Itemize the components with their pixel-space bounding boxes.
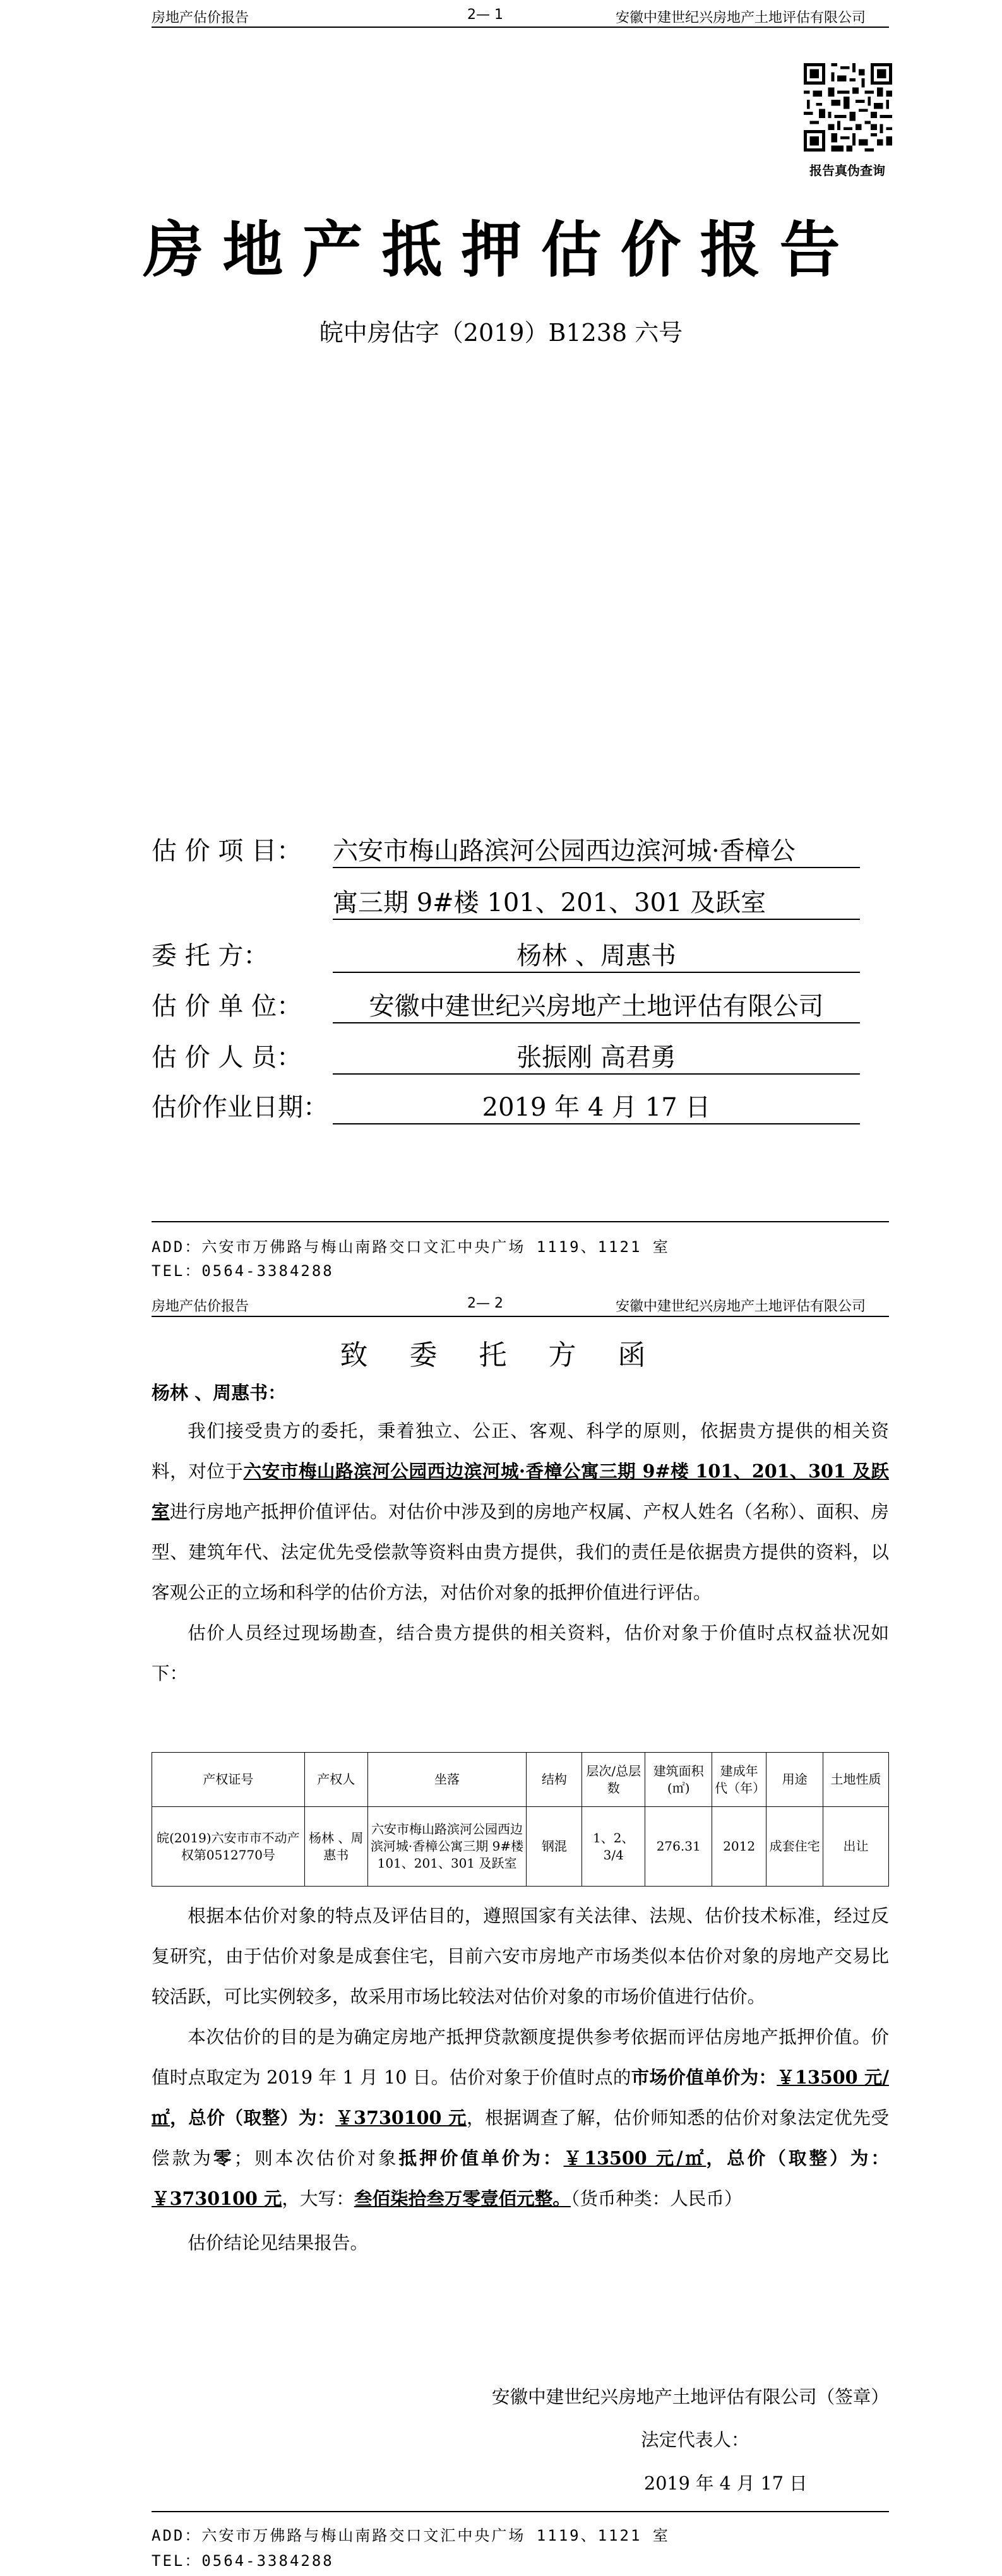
signature-date: 2019 年 4 月 17 日 — [644, 2472, 808, 2494]
market-unit-price: ￥13500 元/㎡ — [152, 2066, 889, 2128]
page1-header-left: 房地产估价报告 — [152, 10, 249, 26]
page1-footer-tel: TEL：0564-3384288 — [152, 1262, 334, 1280]
report-number: 皖中房估字（2019）B1238 六号 — [319, 319, 683, 347]
page2-header-right: 安徽中建世纪兴房地产土地评估有限公司 — [616, 1299, 866, 1315]
page2-header-left: 房地产估价报告 — [152, 1299, 249, 1315]
page2-footer-rule — [152, 2511, 889, 2512]
page1-header-center: 2— 1 — [467, 7, 503, 23]
project-value-line2: 寓三期 9#楼 101、201、301 及跃室 — [333, 883, 860, 920]
table-cell: 皖(2019)六安市市不动产权第0512770号 — [152, 1807, 305, 1887]
table-header: 建成年代（年） — [712, 1753, 766, 1807]
qr-caption: 报告真伪查询 — [809, 163, 885, 178]
property-table — [152, 1752, 889, 1887]
date-value: 2019 年 4 月 17 日 — [333, 1087, 860, 1124]
page1-header-right: 安徽中建世纪兴房地产土地评估有限公司 — [616, 10, 866, 26]
client-label: 委 托 方： — [152, 941, 269, 970]
salutation: 杨林 、周惠书： — [152, 1382, 287, 1404]
table-cell: 276.31 — [645, 1807, 712, 1887]
report-title: 房地产抵押估价报告 — [143, 214, 859, 285]
client-value: 杨林 、周惠书 — [333, 936, 860, 973]
table-cell: 成套住宅 — [766, 1807, 823, 1887]
mortgage-total-price: ￥3730100 元 — [152, 2188, 282, 2209]
signature-rep: 法定代表人： — [641, 2429, 749, 2450]
page1-header-rule — [152, 27, 889, 28]
table-header: 结构 — [527, 1753, 582, 1807]
qr-code-icon[interactable] — [804, 63, 892, 152]
table-cell: 1、2、3/4 — [582, 1807, 645, 1887]
mortgage-unit-price: ￥13500 元/㎡ — [563, 2147, 707, 2169]
table-header: 层次/总层数 — [582, 1753, 645, 1807]
project-label: 估 价 项 目： — [152, 837, 302, 866]
amount-in-words: 叁佰柒拾叁万零壹佰元整。 — [354, 2188, 571, 2209]
page2-header-rule — [152, 1316, 889, 1317]
letter-body-bottom — [152, 1895, 889, 2263]
paragraph-4: 本次估价的目的是为确定房地产抵押贷款额度提供参考依据而评估房地产抵押价值。价值时点取定为 2019 年 1 月 10 日。估价对象于价值时点的市场价值单价为：￥13500 元/㎡，总价（取整）为：￥3730100 元，根据调查了解，估价师知悉的估价对象法定优先受偿款为零；则本次估价对象抵押价值单价为：￥13500 元/㎡，总价（取整）为：￥3730100 元，大写：叁佰柒拾叁万零壹佰元整。（货币种类：人民币） — [152, 2026, 889, 2209]
table-header: 产权证号 — [152, 1753, 305, 1807]
table-header: 建筑面积(㎡) — [645, 1753, 712, 1807]
paragraph-2: 估价人员经过现场勘查，结合贵方提供的相关资料，估价对象于价值时点权益状况如下： — [152, 1622, 889, 1684]
page2-header-center: 2— 2 — [467, 1296, 503, 1311]
table-header: 土地性质 — [823, 1753, 889, 1807]
market-total-price: ￥3730100 元 — [335, 2107, 467, 2128]
table-header-row — [152, 1753, 889, 1807]
date-label: 估价作业日期： — [152, 1093, 328, 1122]
unit-label: 估 价 单 位： — [152, 992, 302, 1021]
table-header: 产权人 — [304, 1753, 367, 1807]
page1-footer-address: ADD：六安市万佛路与梅山南路交口文汇中央广场 1119、1121 室 — [152, 1238, 670, 1256]
unit-value: 安徽中建世纪兴房地产土地评估有限公司 — [333, 986, 860, 1023]
table-row — [152, 1807, 889, 1887]
page2-footer-address: ADD：六安市万佛路与梅山南路交口文汇中央广场 1119、1121 室 — [152, 2527, 670, 2544]
table-header: 坐落 — [367, 1753, 527, 1807]
table-cell: 2012 — [712, 1807, 766, 1887]
paragraph-3: 根据本估价对象的特点及评估目的，遵照国家有关法律、法规、估价技术标准，经过反复研究，由于估价对象是成套住宅，目前六安市房地产市场类似本估价对象的房地产交易比较活跃，可比实例较多，故采用市场比较法对估价对象的市场价值进行估价。 — [152, 1905, 889, 2007]
appraiser-label: 估 价 人 员： — [152, 1043, 302, 1072]
table-header: 用途 — [766, 1753, 823, 1807]
letter-body-top — [152, 1410, 889, 1693]
page1-footer-rule — [152, 1221, 889, 1222]
appraiser-value: 张振刚 高君勇 — [333, 1037, 860, 1075]
table-cell: 六安市梅山路滨河公园西边滨河城·香樟公寓三期 9#楼101、201、301 及跃室 — [367, 1807, 527, 1887]
table-cell: 出让 — [823, 1807, 889, 1887]
project-value-line1: 六安市梅山路滨河公园西边滨河城·香樟公 — [333, 831, 860, 868]
paragraph-1: 我们接受贵方的委托，秉着独立、公正、客观、科学的原则，依据贵方提供的相关资料，对位于六安市梅山路滨河公园西边滨河城·香樟公寓三期 9#楼 101、201、301 及跃室进行房地产抵押价值评估。对估价中涉及到的房地产权属、产权人姓名（名称）、面积、房型、建筑年代、法定优先受偿款等资料由贵方提供，我们的责任是依据贵方提供的资料，以客观公正的立场和科学的估价方法，对估价对象的抵押价值进行评估。 — [152, 1420, 889, 1603]
table-cell: 钢混 — [527, 1807, 582, 1887]
table-cell: 杨林 、周惠书 — [304, 1807, 367, 1887]
page2-footer-tel: TEL：0564-3384288 — [152, 2552, 334, 2570]
letter-title: 致 委 托 方 函 — [340, 1339, 662, 1371]
property-address: 六安市梅山路滨河公园西边滨河城·香樟公寓三期 9#楼 101、201、301 及跃室 — [152, 1460, 889, 1522]
paragraph-5: 估价结论见结果报告。 — [188, 2232, 369, 2253]
signature-company: 安徽中建世纪兴房地产土地评估有限公司（签章） — [491, 2386, 889, 2407]
